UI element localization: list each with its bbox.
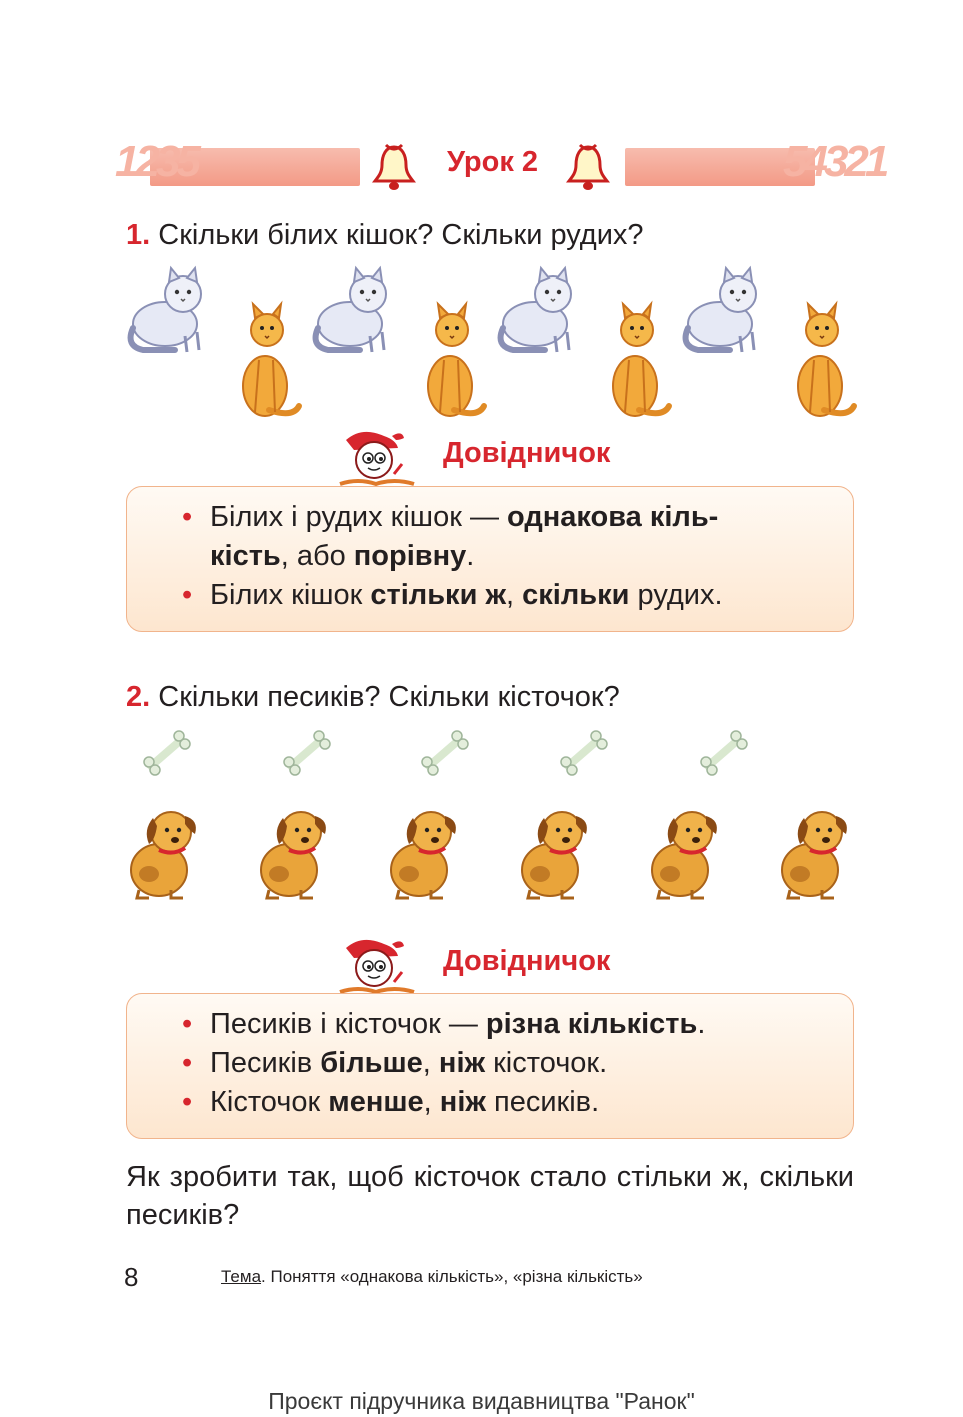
bone-2 — [283, 732, 333, 776]
task-1-number: 1. — [126, 219, 151, 251]
topic-text: . Поняття «однакова кількість», «різна кількість» — [261, 1267, 643, 1286]
reference-heading: Довідничок — [443, 945, 611, 977]
topic-label: Тема — [221, 1267, 262, 1286]
reference-2-item-2: • Песиків більше, ніж кісточок. — [127, 1044, 853, 1083]
white-cat-3 — [495, 266, 590, 358]
bell-icon-left — [372, 143, 416, 193]
dog-6 — [776, 800, 854, 900]
bell-icon-right — [566, 143, 610, 193]
page-number: 8 — [124, 1262, 139, 1292]
task-2-number: 2. — [126, 681, 151, 713]
task-2-text: Скільки песиків? Скільки кісточок? — [158, 681, 620, 713]
dog-4 — [516, 800, 594, 900]
reference-2-item-1: • Песиків і кісточок — різна кількість. — [127, 1005, 853, 1044]
reference-mascot-icon — [338, 428, 418, 490]
ginger-cat-4 — [788, 300, 858, 420]
ginger-cat-2 — [418, 300, 488, 420]
reference-box-2 — [126, 993, 854, 1139]
reference-mascot-icon — [338, 936, 418, 998]
lesson-title: Урок 2 — [446, 146, 539, 178]
publisher-footer: Проєкт підручника видавництва "Ранок" — [268, 1388, 695, 1414]
bone-3 — [421, 732, 471, 776]
ginger-cat-3 — [603, 300, 673, 420]
bone-1 — [143, 732, 193, 776]
dog-2 — [255, 800, 333, 900]
dog-1 — [125, 800, 203, 900]
header-decor-numbers-left: 1235 — [115, 137, 197, 186]
task-1 — [126, 219, 644, 252]
ginger-cat-1 — [233, 300, 303, 420]
dog-3 — [385, 800, 463, 900]
question-text: Як зробити так, щоб кісточок стало стільки ж, скільки песиків? — [126, 1161, 854, 1231]
bone-5 — [700, 732, 750, 776]
reference-2-item-3: • Кісточок менше, ніж песиків. — [127, 1083, 853, 1122]
white-cat-1 — [125, 266, 220, 358]
reference-1-item-1: • Білих і рудих кішок — однакова кіль- кість, або порівну. — [127, 498, 853, 576]
bone-4 — [560, 732, 610, 776]
dog-5 — [646, 800, 724, 900]
header-decor-numbers-right: 54321 — [783, 137, 886, 186]
reference-box-1 — [126, 486, 854, 632]
white-cat-2 — [310, 266, 405, 358]
reference-heading: Довідничок — [443, 437, 611, 469]
reference-1-item-2: • Білих кішок стільки ж, скільки рудих. — [127, 576, 853, 615]
task-2 — [126, 681, 620, 714]
task-1-text: Скільки білих кішок? Скільки рудих? — [158, 219, 644, 251]
white-cat-4 — [680, 266, 775, 358]
topic-line — [221, 1267, 643, 1287]
